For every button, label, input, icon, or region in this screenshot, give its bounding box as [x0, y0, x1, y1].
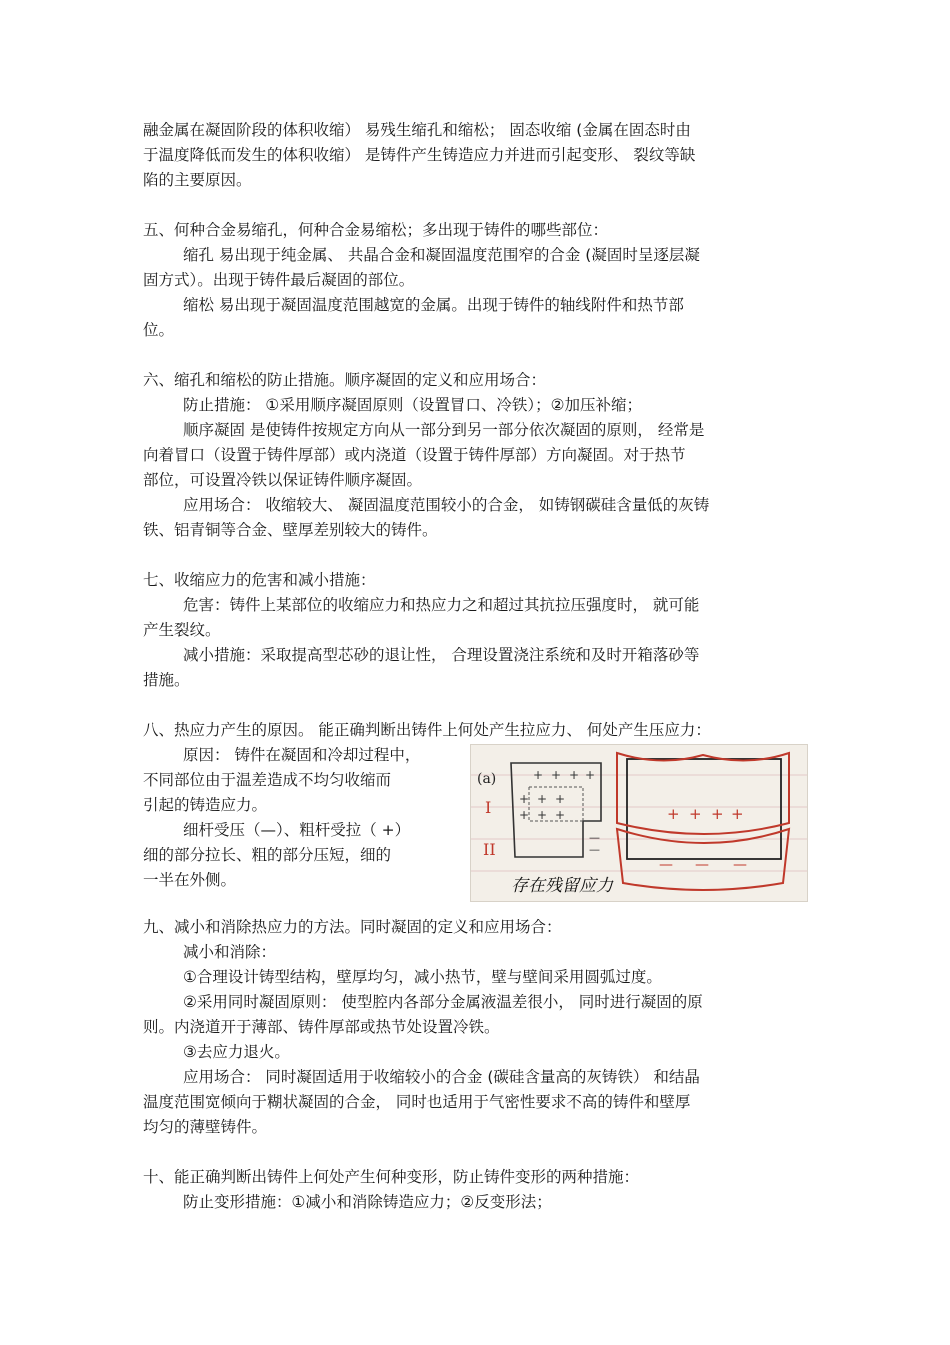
- paragraph-line: 一半在外侧。: [143, 871, 237, 889]
- paragraph-line: 均匀的薄壁铸件。: [143, 1118, 268, 1136]
- plus-mark: +: [551, 768, 562, 782]
- minus-mark: —: [733, 857, 747, 873]
- section-heading-8: 八、热应力产生的原因。 能正确判断出铸件上何处产生拉应力、 何处产生压应力：: [143, 721, 711, 739]
- paragraph-line: 应用场合： 同时凝固适用于收缩较小的合金 (碳硅含量高的灰铸铁） 和结晶: [183, 1068, 700, 1086]
- stress-diagram: [471, 745, 807, 901]
- paragraph-line: 于温度降低而发生的体积收缩） 是铸件产生铸造应力并进而引起变形、 裂纹等缺: [143, 146, 696, 164]
- paragraph-line: 固方式）。出现于铸件最后凝固的部位。: [143, 271, 415, 289]
- paragraph-line: ③去应力退火。: [183, 1043, 290, 1061]
- section-heading-6: 六、缩孔和缩松的防止措施。顺序凝固的定义和应用场合：: [143, 371, 547, 389]
- plus-mark: +: [555, 808, 566, 822]
- minus-mark: —: [589, 843, 600, 856]
- paragraph-line: 铁、铝青铜等合金、壁厚差别较大的铸件。: [143, 521, 438, 539]
- figure-label-2: II: [483, 840, 496, 859]
- paragraph-line: 温度范围宽倾向于糊状凝固的合金， 同时也适用于气密性要求不高的铸件和壁厚: [143, 1093, 691, 1111]
- paragraph-line: ①合理设计铸型结构，壁厚均匀，减小热节，壁与壁间采用圆弧过度。: [183, 968, 662, 986]
- section-heading-7: 七、收缩应力的危害和减小措施：: [143, 571, 376, 589]
- plus-mark: +: [711, 805, 724, 823]
- plus-mark: +: [667, 805, 680, 823]
- figure-caption: 存在残留应力: [511, 876, 613, 896]
- paragraph-line: 引起的铸造应力。: [143, 796, 268, 814]
- paragraph-line: 减小和消除：: [183, 943, 277, 961]
- paragraph-line: 应用场合： 收缩较大、 凝固温度范围较小的合金， 如铸钢碳硅含量低的灰铸: [183, 496, 710, 514]
- plus-mark: +: [555, 792, 566, 806]
- figure-label-1: I: [485, 798, 492, 817]
- minus-mark: —: [589, 831, 600, 844]
- plus-mark: +: [569, 768, 580, 782]
- paragraph-line: ②采用同时凝固原则： 使型腔内各部分金属液温差很小， 同时进行凝固的原: [183, 993, 703, 1011]
- paragraph-line: 向着冒口（设置于铸件厚部）或内浇道（设置于铸件厚部）方向凝固。对于热节: [143, 446, 686, 464]
- plus-mark: +: [585, 768, 596, 782]
- handwritten-stress-figure: [470, 744, 808, 902]
- paragraph-line: 则。内浇道开于薄部、铸件厚部或热节处设置冷铁。: [143, 1018, 500, 1036]
- paragraph-line: 危害：铸件上某部位的收缩应力和热应力之和超过其抗拉压强度时， 就可能: [183, 596, 700, 614]
- paragraph-line: 融金属在凝固阶段的体积收缩） 易残生缩孔和缩松； 固态收缩 (金属在固态时由: [143, 121, 691, 139]
- paragraph-line: 减小措施：采取提高型芯砂的退让性， 合理设置浇注系统和及时开箱落砂等: [183, 646, 700, 664]
- figure-label-a: (a): [477, 771, 497, 787]
- paragraph-line: 顺序凝固 是使铸件按规定方向从一部分到另一部分依次凝固的原则， 经常是: [183, 421, 705, 439]
- paragraph-line: 产生裂纹。: [143, 621, 221, 639]
- paragraph-line: 缩松 易出现于凝固温度范围越宽的金属。出现于铸件的轴线附件和热节部: [183, 296, 684, 314]
- paragraph-line: 细杆受压（—）、粗杆受拉（ +）: [183, 821, 411, 839]
- plus-mark: +: [689, 805, 702, 823]
- plus-mark: +: [537, 792, 548, 806]
- plus-mark: +: [533, 768, 544, 782]
- section-heading-10: 十、能正确判断出铸件上何处产生何种变形，防止铸件变形的两种措施：: [143, 1168, 640, 1186]
- paragraph-line: 部位，可设置冷铁以保证铸件顺序凝固。: [143, 471, 423, 489]
- paragraph-line: 细的部分拉长、粗的部分压短，细的: [143, 846, 392, 864]
- section-heading-5: 五、何种合金易缩孔，何种合金易缩松；多出现于铸件的哪些部位：: [143, 221, 609, 239]
- paragraph-line: 防止变形措施：①减小和消除铸造应力；②反变形法；: [183, 1193, 552, 1211]
- plus-mark: +: [519, 792, 530, 806]
- paragraph-line: 缩孔 易出现于纯金属、 共晶合金和凝固温度范围窄的合金 (凝固时呈逐层凝: [183, 246, 700, 264]
- section-heading-9: 九、减小和消除热应力的方法。同时凝固的定义和应用场合：: [143, 918, 562, 936]
- plus-mark: +: [731, 805, 744, 823]
- paragraph-line: 防止措施： ①采用顺序凝固原则（设置冒口、冷铁）；②加压补缩；: [183, 396, 642, 414]
- paragraph-line: 原因： 铸件在凝固和冷却过程中，: [183, 746, 421, 764]
- paragraph-line: 不同部位由于温差造成不均匀收缩而: [143, 771, 392, 789]
- tension-curve: [617, 753, 789, 834]
- plus-mark: +: [537, 808, 548, 822]
- minus-mark: —: [695, 857, 709, 873]
- paragraph-line: 措施。: [143, 671, 190, 689]
- minus-mark: —: [659, 857, 673, 873]
- paragraph-line: 位。: [143, 321, 175, 339]
- paragraph-line: 陷的主要原因。: [143, 171, 252, 189]
- plus-mark: +: [519, 808, 530, 822]
